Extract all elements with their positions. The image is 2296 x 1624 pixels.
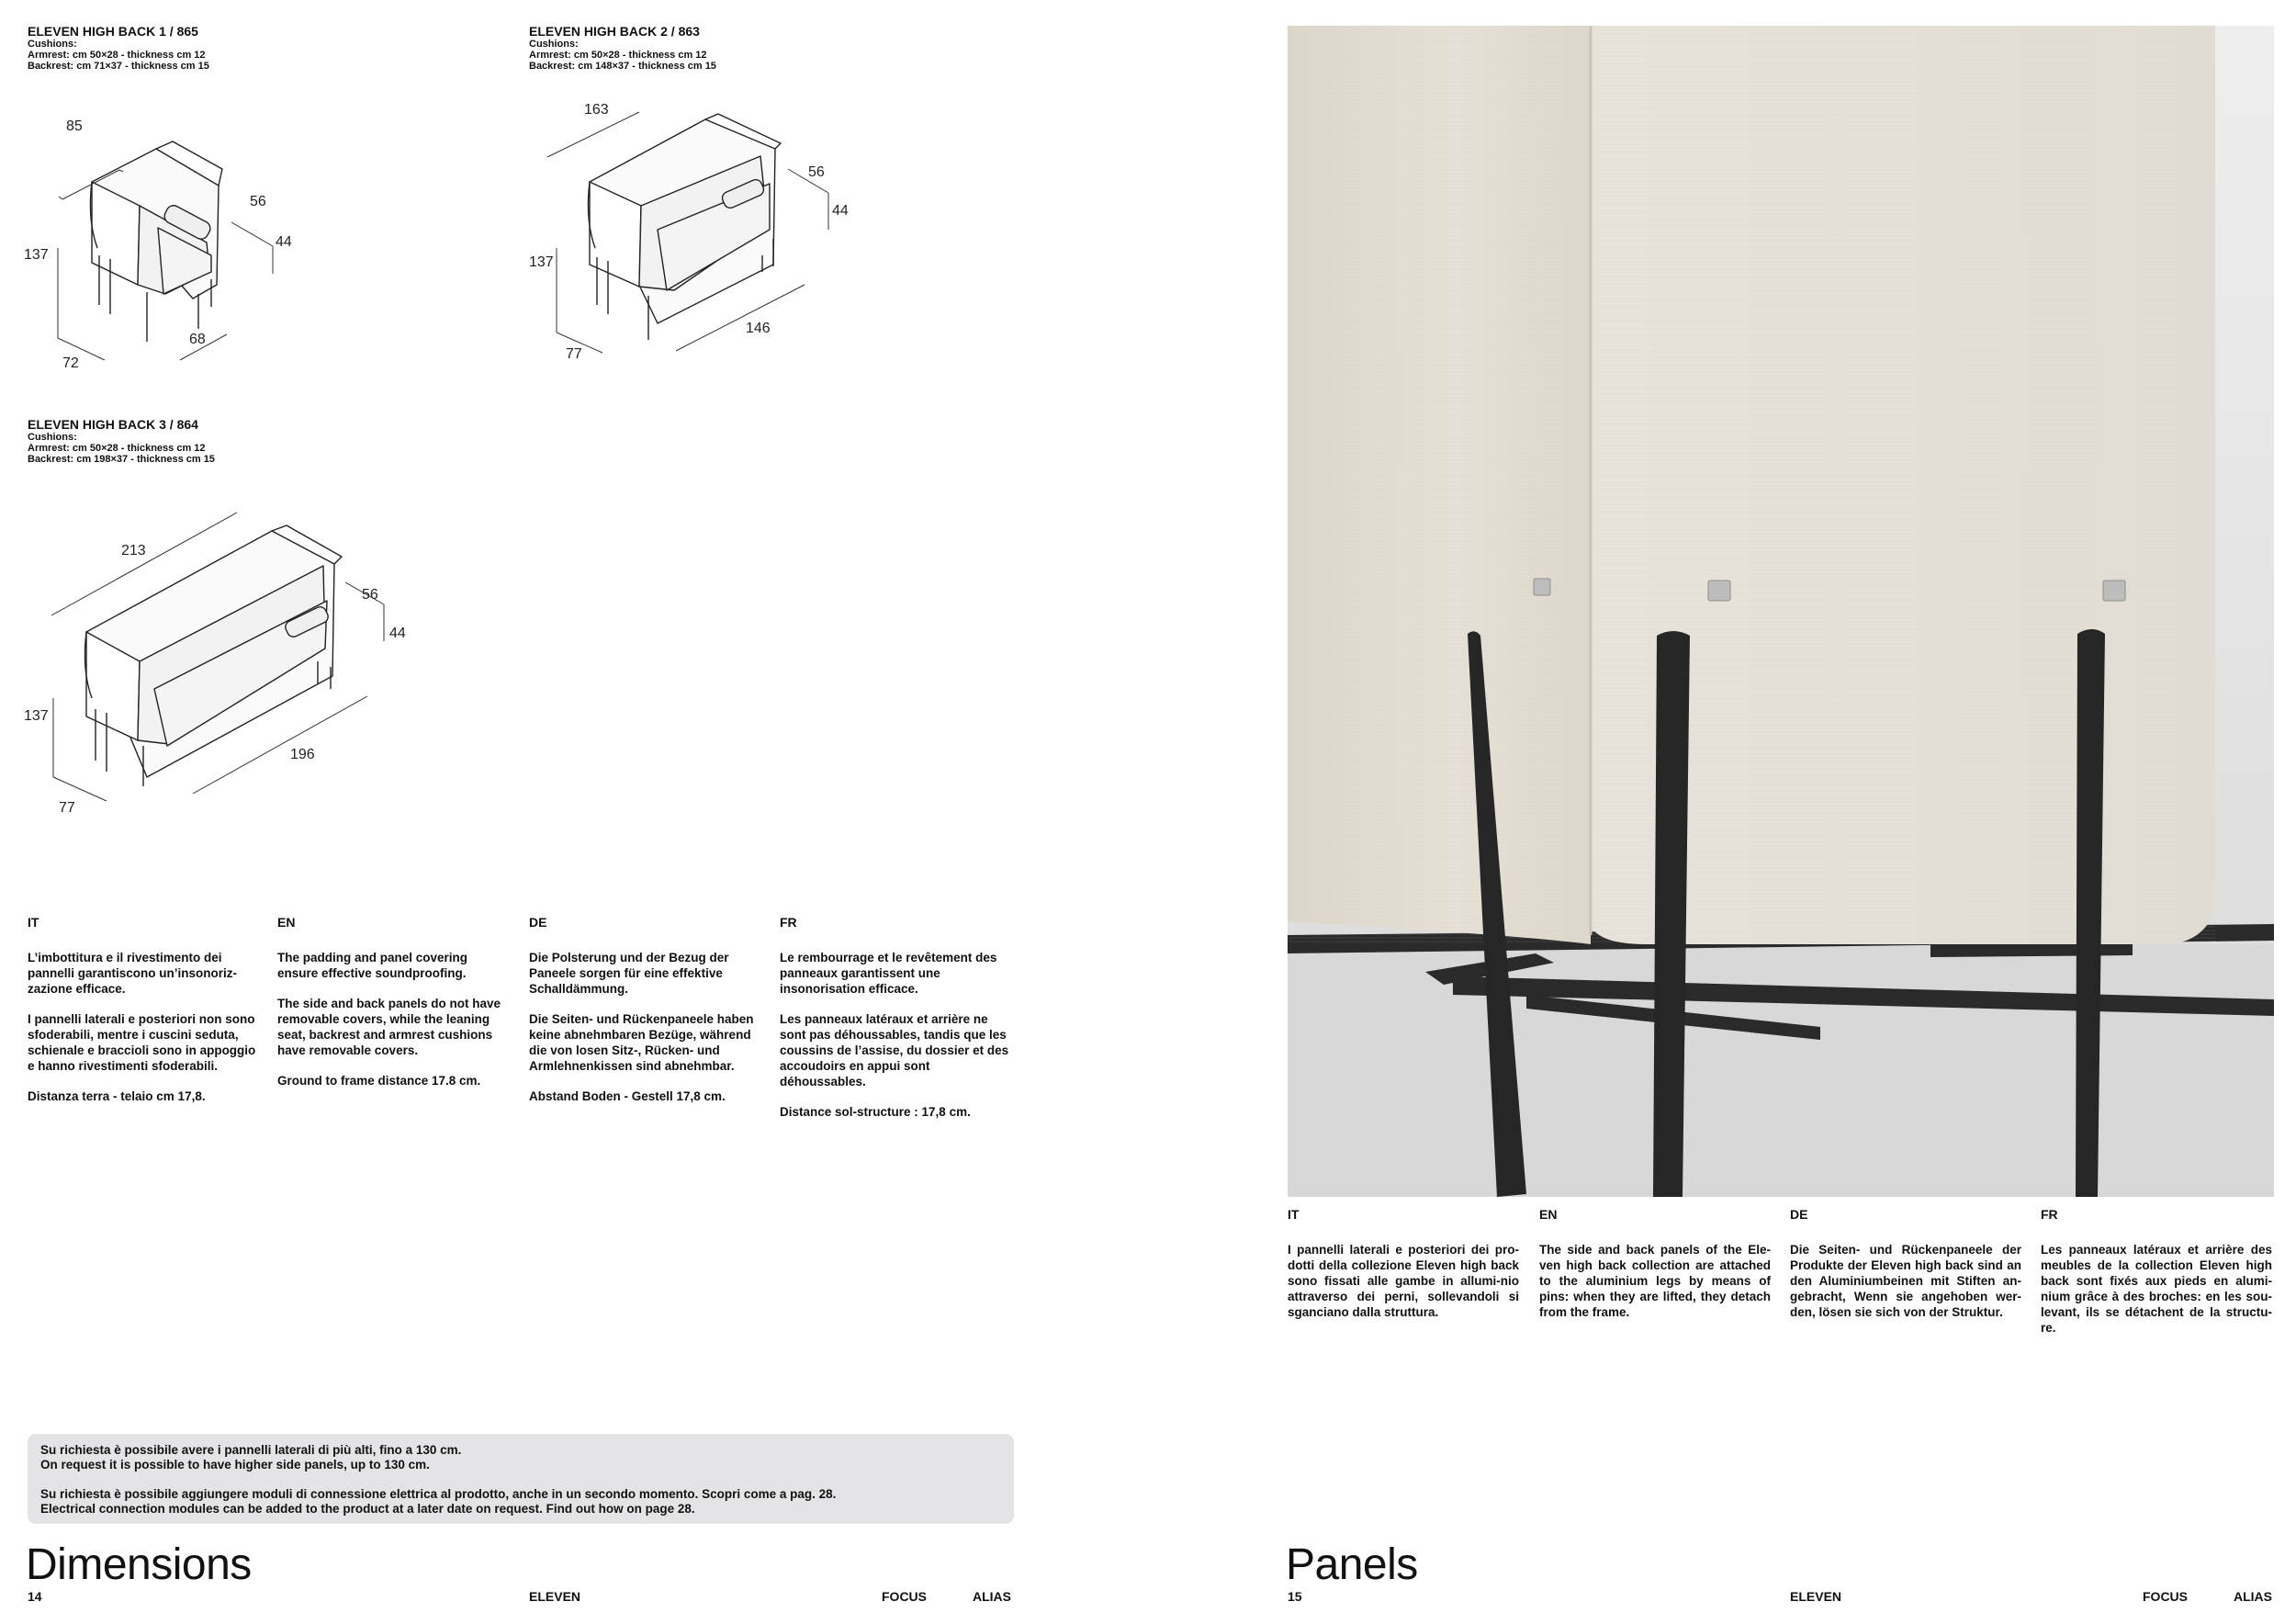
- paragraph: Die Polsterung und der Bezug der Paneele sorgen für eine effektive Schalldämmung.: [529, 951, 729, 996]
- footer-collection: ELEVEN: [529, 1589, 581, 1604]
- footer-brand: ALIAS: [2234, 1589, 2272, 1604]
- language-code: FR: [780, 915, 797, 930]
- paragraph: Ground to frame distance 17.8 cm.: [277, 1074, 481, 1088]
- note-line-it-electrical: Su richiesta è possibile aggiungere moduli di connessione elettrica al prodotto, anche in un secondo momento. Scopri come a pag. 28.: [40, 1487, 837, 1501]
- footer-focus: FOCUS: [2143, 1589, 2188, 1604]
- note-line-it-panels: Su richiesta è possibile avere i pannelli laterali di più alti, fino a 130 cm.: [40, 1443, 462, 1457]
- paragraph: Distanza terra - telaio cm 17,8.: [28, 1089, 206, 1103]
- product-2-backrest: Backrest: cm 148×37 - thickness cm 15: [529, 61, 716, 72]
- two-seater-diagram: [520, 92, 887, 377]
- footer-focus: FOCUS: [882, 1589, 927, 1604]
- paragraph: Distance sol-structure : 17,8 cm.: [780, 1105, 971, 1119]
- dim-depth-label: 77: [59, 800, 75, 816]
- product-2-armrest: Armrest: cm 50×28 - thickness cm 12: [529, 50, 707, 61]
- dim-height-label: 137: [24, 247, 49, 263]
- product-3-armrest: Armrest: cm 50×28 - thickness cm 12: [28, 443, 206, 454]
- page-number: 15: [1288, 1589, 1302, 1604]
- dim-arm-b-label: 44: [832, 203, 849, 219]
- product-3-header: [28, 417, 215, 465]
- paragraph: Les panneaux latéraux et arrière des meubles de la collection Eleven high back sont fixés aux pieds en alumi-nium grâce à des broches: en les sou-levant, ils se détachent de la structu-re.: [2041, 1243, 2272, 1335]
- right-column-en: [1539, 1207, 1771, 1335]
- armchair-diagram: [18, 110, 321, 377]
- product-3-cushions-label: Cushions:: [28, 432, 77, 443]
- three-seater-diagram: [18, 505, 441, 827]
- section-title: Dimensions: [26, 1540, 252, 1589]
- right-column-de: [1790, 1207, 2021, 1335]
- paragraph: L’imbottitura e il rivestimento dei pannelli garantiscono un’insonoriz-zazione efficace.: [28, 951, 238, 996]
- dim-width-label: 163: [584, 102, 609, 118]
- left-column-it: [28, 915, 257, 1119]
- dim-seat-width-label: 68: [189, 332, 206, 347]
- left-column-fr: [780, 915, 1009, 1134]
- dim-depth-label: 77: [566, 346, 582, 362]
- paragraph: Le rembourrage et le revêtement des panneaux garantissent une insonorisation efficace.: [780, 951, 997, 996]
- note-line-en-panels: On request it is possible to have higher side panels, up to 130 cm.: [40, 1458, 430, 1472]
- dim-width-label: 213: [121, 543, 146, 558]
- section-title: Panels: [1286, 1540, 1418, 1589]
- language-code: EN: [1539, 1207, 1558, 1222]
- language-code: IT: [28, 915, 39, 930]
- panel-leg-detail-photo: [1288, 26, 2274, 1197]
- product-2-title: ELEVEN HIGH BACK 2 / 863: [529, 24, 700, 39]
- dim-height-label: 137: [24, 708, 49, 724]
- paragraph: Les panneaux latéraux et arrière ne sont pas déhoussables, tandis que les coussins de l’assise, du dossier et des accoudoirs en appui sont déhoussables.: [780, 1012, 1009, 1088]
- dim-arm-b-label: 44: [276, 234, 292, 250]
- paragraph: I pannelli laterali e posteriori dei pro-dotti della collezione Eleven high back sono fissati alle gambe in allumi-nio attraverso dei perni, sollevandoli si sganciano dalla struttura.: [1288, 1243, 1519, 1319]
- request-note-box: [28, 1434, 1014, 1524]
- language-code: EN: [277, 915, 296, 930]
- note-line-en-electrical: Electrical connection modules can be added to the product at a later date on request. Find out how on page 28.: [40, 1502, 695, 1516]
- footer-brand: ALIAS: [973, 1589, 1011, 1604]
- paragraph: Die Seiten- und Rückenpaneele haben keine abnehmbaren Bezüge, während die von losen Sitz-, Rücken- und Armlehnenkissen sind abnehmbar.: [529, 1012, 754, 1073]
- dim-seat-width-label: 146: [746, 321, 771, 336]
- paragraph: Abstand Boden - Gestell 17,8 cm.: [529, 1089, 726, 1103]
- paragraph: The padding and panel covering ensure effective soundproofing.: [277, 951, 468, 980]
- product-1-backrest: Backrest: cm 71×37 - thickness cm 15: [28, 61, 209, 72]
- product-1-cushions-label: Cushions:: [28, 39, 77, 50]
- dim-arm-b-label: 44: [389, 626, 406, 641]
- paragraph: I pannelli laterali e posteriori non sono sfoderabili, mentre i cuscini seduta, schienale e braccioli sono in appoggio e hanno rivestimenti sfoderabili.: [28, 1012, 256, 1073]
- dim-arm-a-label: 56: [362, 587, 378, 603]
- language-code: FR: [2041, 1207, 2058, 1222]
- dim-depth-label: 72: [62, 355, 79, 371]
- dim-width-label: 85: [66, 118, 83, 134]
- paragraph: The side and back panels of the Ele-ven high back collection are attached to the aluminium legs by means of pins: when they are lifted, they detach from the frame.: [1539, 1243, 1771, 1319]
- paragraph: Die Seiten- und Rückenpaneele der Produkte der Eleven high back sind an den Aluminiumbeinen mit Stiften an-gebracht, Wenn sie angehoben wer-den, lösen sie sich von der Struktur.: [1790, 1243, 2021, 1319]
- language-code: DE: [529, 915, 547, 930]
- footer-collection: ELEVEN: [1790, 1589, 1842, 1604]
- dim-arm-a-label: 56: [250, 194, 266, 209]
- right-column-it: [1288, 1207, 1519, 1335]
- dim-arm-a-label: 56: [808, 164, 825, 180]
- left-column-de: [529, 915, 759, 1119]
- product-1-header: [28, 24, 209, 72]
- language-code: DE: [1790, 1207, 1808, 1222]
- product-3-title: ELEVEN HIGH BACK 3 / 864: [28, 417, 198, 432]
- product-1-title: ELEVEN HIGH BACK 1 / 865: [28, 24, 198, 39]
- product-3-backrest: Backrest: cm 198×37 - thickness cm 15: [28, 454, 215, 465]
- product-2-cushions-label: Cushions:: [529, 39, 579, 50]
- dim-height-label: 137: [529, 254, 554, 270]
- page-number: 14: [28, 1589, 42, 1604]
- right-column-fr: [2041, 1207, 2272, 1350]
- product-2-header: [529, 24, 716, 72]
- paragraph: The side and back panels do not have removable covers, while the leaning seat, backrest and armrest cushions have removable covers.: [277, 997, 501, 1057]
- dim-seat-width-label: 196: [290, 747, 315, 762]
- product-1-armrest: Armrest: cm 50×28 - thickness cm 12: [28, 50, 206, 61]
- language-code: IT: [1288, 1207, 1300, 1222]
- left-column-en: [277, 915, 507, 1103]
